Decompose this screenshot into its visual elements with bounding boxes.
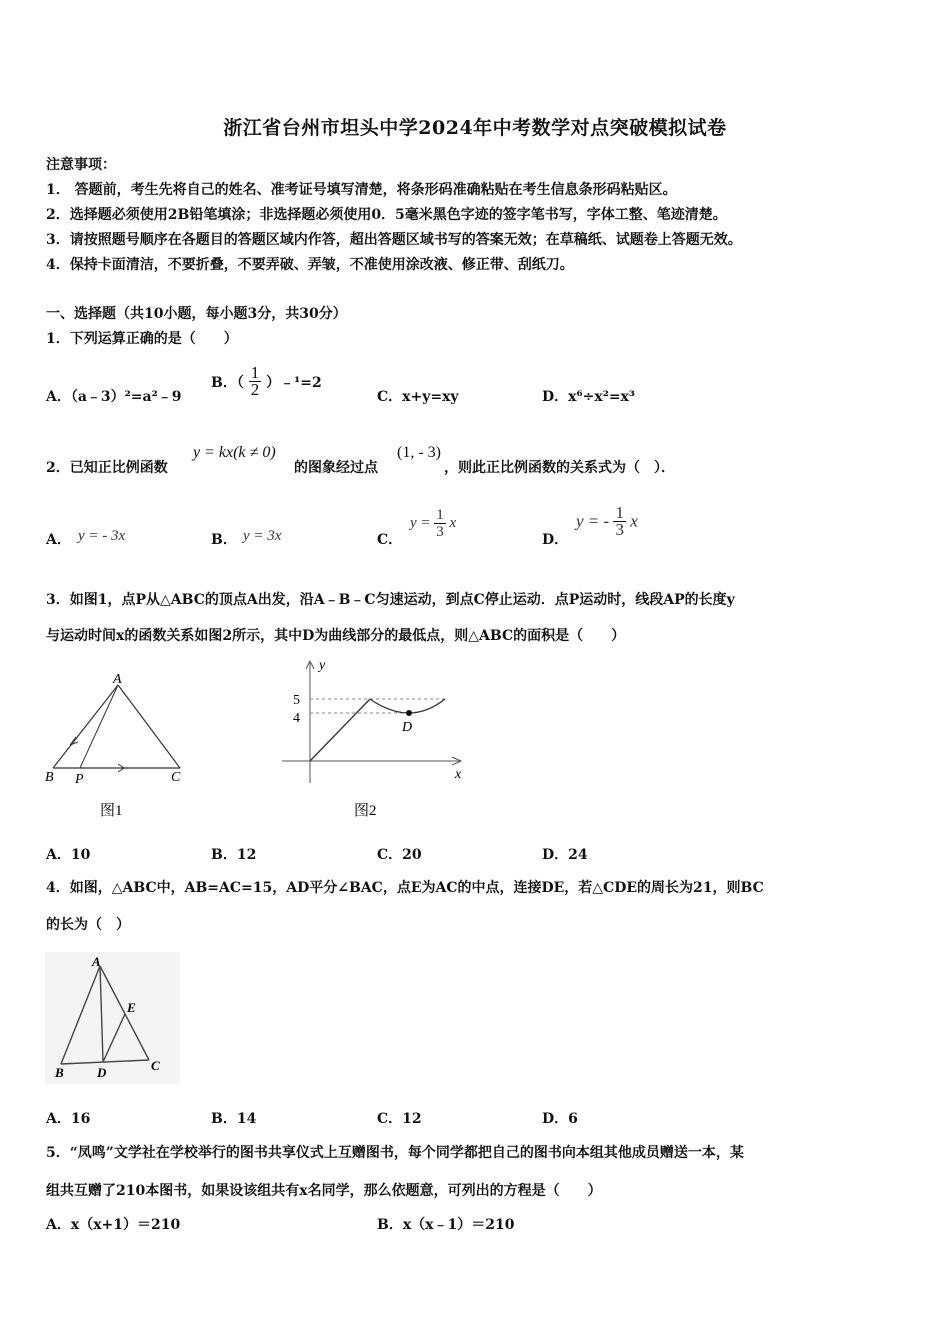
q3-line-2: 与运动时间x的函数关系如图2所示，其中D为曲线部分的最低点，则△ABC的面积是（ ） xyxy=(46,628,626,644)
q1-option-a: A．（a﹣3）²=a²﹣9 xyxy=(46,389,182,405)
q2-d-fraction xyxy=(613,505,626,538)
q2-c-denominator: 3 xyxy=(436,524,444,540)
q5-line-2: 组共互赠了210本图书，如果设该组共有x名同学，那么依题意，可列出的方程是（ ） xyxy=(46,1183,602,1199)
q3-fig1-label-a: A xyxy=(113,672,122,687)
q3-figure-1 xyxy=(40,665,200,825)
q4-label-c: C xyxy=(151,1058,160,1073)
q2-option-b-expr: y = 3x xyxy=(243,528,282,544)
q1-option-b-prefix: B．（ xyxy=(211,374,244,391)
q3-fig1-arrow-bc xyxy=(110,764,124,772)
q2-d-rhs: x xyxy=(630,511,638,531)
q4-label-d: D xyxy=(97,1065,107,1080)
q3-line-1: 3．如图1，点P从△ABC的顶点A出发，沿A﹣B﹣C匀速运动，到点C停止运动．点P运动时，线段AP的长度y xyxy=(46,592,735,608)
q2-option-c-expr xyxy=(410,507,456,540)
q4-option-d: D．6 xyxy=(542,1111,578,1127)
q2-function: y = kx(k ≠ 0) xyxy=(193,444,276,461)
q4-figure xyxy=(45,952,180,1084)
q2-d-numerator: 1 xyxy=(615,503,624,522)
q1-option-c: C．x+y=xy xyxy=(377,389,459,405)
q4-label-b: B xyxy=(55,1065,64,1080)
q1-stem: 1．下列运算正确的是（ ） xyxy=(46,331,238,347)
q3-figure-2 xyxy=(275,655,475,825)
q3-fig2-label-x: x xyxy=(455,767,462,782)
q3-option-b: B．12 xyxy=(211,847,257,863)
q2-c-lhs: y = xyxy=(410,515,431,531)
q2-option-d-label: D． xyxy=(542,532,569,548)
notice-item-4: 4．保持卡面清洁，不要折叠，不要弄破、弄皱，不准使用涂改液、修正带、刮纸刀。 xyxy=(46,257,574,273)
q3-fig2-label-4: 4 xyxy=(293,711,300,726)
q1-option-b xyxy=(211,365,322,398)
notice-item-1: 1． 答题前，考生先将自己的姓名、准考证号填写清楚，将条形码准确粘贴在考生信息条形码粘贴区。 xyxy=(46,182,677,198)
q3-fig2-line-segment xyxy=(310,699,370,761)
q2-middle: 的图象经过点 xyxy=(294,460,378,476)
q3-option-a: A．10 xyxy=(46,847,91,863)
q2-option-d-expr xyxy=(576,505,638,538)
q2-c-fraction xyxy=(434,507,446,540)
q2-option-c-label: C． xyxy=(377,532,403,548)
q2-option-a-expr: y = - 3x xyxy=(78,528,126,544)
q2-option-a-label: A． xyxy=(46,532,71,548)
q3-fig1-caption: 图1 xyxy=(100,803,123,819)
q2-point: (1, - 3) xyxy=(397,444,441,461)
q3-fig1-label-c: C xyxy=(171,770,181,785)
q4-label-e: E xyxy=(127,1000,136,1015)
q2-c-numerator: 1 xyxy=(436,507,444,523)
q1-b-numerator: 1 xyxy=(250,363,260,382)
q3-option-c: C．20 xyxy=(377,847,422,863)
q3-fig2-point-d xyxy=(406,710,412,716)
q1-b-denominator: 2 xyxy=(250,380,260,399)
q1-option-d: D．x⁶÷x²=x³ xyxy=(542,389,636,405)
q3-fig1-label-b: B xyxy=(45,770,54,785)
q2-d-denominator: 3 xyxy=(615,520,624,539)
q1-option-b-fraction xyxy=(249,365,262,398)
q4-line-1: 4．如图，△ABC中，AB=AC=15，AD平分∠BAC，点E为AC的中点，连接DE，若△CDE的周长为21，则BC xyxy=(46,880,764,896)
notice-heading: 注意事项： xyxy=(46,157,116,173)
q2-c-rhs: x xyxy=(449,515,457,531)
q2-option-b-label: B． xyxy=(211,532,237,548)
q5-line-1: 5．“凤鸣”文学社在学校举行的图书共享仪式上互赠图书，每个同学都把自己的图书向本组其他成员赠送一本，某 xyxy=(46,1145,744,1161)
q3-fig2-label-d: D xyxy=(402,720,413,735)
q3-fig2-label-y: y xyxy=(319,658,326,673)
q1-option-b-suffix: ）﹣¹=2 xyxy=(266,374,322,391)
notice-item-3: 3．请按照题号顺序在各题目的答题区域内作答，超出答题区域书写的答案无效；在草稿纸、试题卷上答题无效。 xyxy=(46,232,742,248)
section-heading: 一、选择题（共10小题，每小题3分，共30分） xyxy=(46,306,347,322)
notice-item-2: 2．选择题必须使用2B铅笔填涂；非选择题必须使用0．5毫米黑色字迹的签字笔书写，字体工整、笔迹清楚。 xyxy=(46,207,727,223)
page-title: 浙江省台州市坦头中学2024年中考数学对点突破模拟试卷 xyxy=(223,117,727,139)
q5-option-b: B．x（x﹣1）＝210 xyxy=(377,1217,515,1233)
q2-suffix: ，则此正比例函数的关系式为（ ）． xyxy=(444,460,675,476)
q2-d-lhs: y = - xyxy=(576,511,610,531)
q4-option-c: C．12 xyxy=(377,1111,422,1127)
q3-option-d: D．24 xyxy=(542,847,588,863)
q3-fig2-label-5: 5 xyxy=(293,693,300,708)
q5-option-a: A．x（x+1）＝210 xyxy=(46,1217,181,1233)
q4-option-a: A．16 xyxy=(46,1111,91,1127)
q2-prefix: 2．已知正比例函数 xyxy=(46,460,168,476)
q3-fig1-label-p: P xyxy=(75,772,84,787)
q4-line-2: 的长为（ ） xyxy=(46,917,130,933)
q3-fig2-caption: 图2 xyxy=(354,803,377,819)
q4-label-a: A xyxy=(92,954,101,969)
q3-fig1-side-ac xyxy=(118,685,180,768)
q4-option-b: B．14 xyxy=(211,1111,257,1127)
